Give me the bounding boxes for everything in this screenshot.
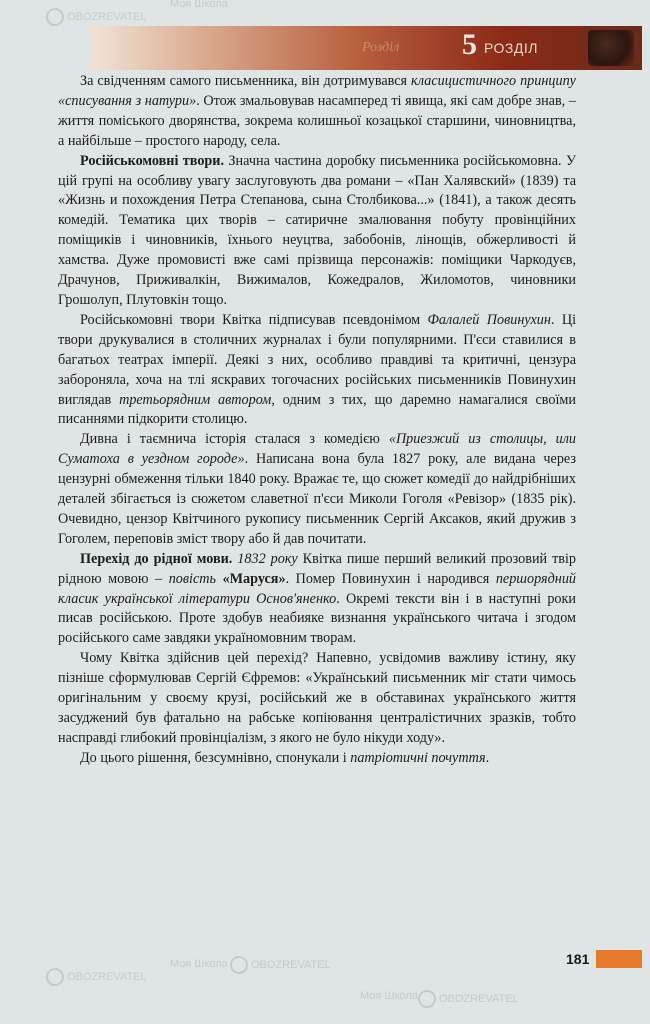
header-section-word: Розділ [362, 40, 400, 55]
text-run: За свідченням самого письменника, він дотримувався [80, 73, 412, 89]
text-run: Квітка пише перший великий прозовий твір рідною мовою – [58, 550, 577, 587]
italic-text-run: Фалалей Повинухин [427, 311, 551, 328]
text-run: До цього рішення, безсумнівно, спонукали і [80, 749, 351, 766]
watermark-logo-icon [46, 8, 64, 26]
bold-text-run: «Маруся» [222, 570, 286, 587]
watermark-obozrevatel: OBOZREVATEL [46, 968, 147, 986]
text-run: , одним з тих, що даремно намагалися своїми писаннями підкорити столицю. [58, 391, 576, 428]
text-run: . Отож змальовував насамперед ті явища, які сам добре знав, – життя поміського дворянства, зокрема колишньої козацької старшини, чиновництва, а найбільше – простого народу, села. [58, 92, 576, 149]
watermark-moya-shkola: Моя Школа [170, 0, 228, 10]
text-run: Значна частина доробку письменника російськомовна. У цій групі на особливу увагу заслуговують два романи – «Пан Халявский» (1839) та «Жизнь и похождения Петра Степанова, сына Столбикова...» (1841), а також десять комедій. Тематика цих творів – сатиричне змалювання побуту провінційних поміщиків і чиновників, їхнього неуцтва, забобонів, лінощів, обжерливості й хамства. Дуже промовисті вже самі прізвища персонажів: поміщики Чаркодуєв, Драчунов, Приживалкін, Вижималов, Кожедралов, Жиломотов, чиновники Грошолуп, Плутовкін тощо. [58, 152, 576, 308]
page-body-text [58, 72, 576, 769]
paragraph [58, 430, 576, 549]
paragraph [58, 152, 576, 311]
page-tab-marker [596, 950, 642, 968]
chapter-header [92, 26, 642, 70]
paragraph [58, 649, 576, 749]
paragraph [58, 311, 576, 430]
watermark-moya-shkola: Моя Школа [360, 990, 418, 1002]
watermark-logo-icon [46, 968, 64, 986]
paragraph [58, 550, 576, 650]
watermark-obozrevatel: OBOZREVATEL [418, 990, 519, 1008]
text-run: Чому Квітка здійснив цей перехід? Напевно, усвідомив важливу істину, яку пізніше сформулював Сергій Єфремов: «Український письменник міг стати чимось оригінальним у своєму крузі, російський же в обставинах українського життя засуджений був фатально на рабське копіювання централістичних зразків, тобто насправді глибокий провінціалізм, з якого не було нікуди ходу». [58, 650, 576, 746]
text-run: . Написана вона була 1827 року, але видана через цензурні обмеження тільки 1840 року. Вражає те, що сюжет комедії до найдрібніших деталей збігається із сюжетом славетної п'єси Миколи Гоголя «Ревізор» (1835 рік). Очевидно, цензор Квітчиного рукопису письменник Сергій Аксаков, який дружив з Гоголем, переповів зміст твору або й дав почитати. [58, 451, 576, 547]
italic-text-run: першорядний класик української літератури Основ'яненко [58, 570, 577, 607]
chapter-emblem-icon [588, 30, 634, 66]
text-run: . Окремі тексти він і в наступні роки писав російською. Проте здобув неабияке визнання українського читача і згодом російського саме завдяки україномовним творам. [58, 590, 576, 647]
watermark-obozrevatel: OBOZREVATEL [230, 956, 331, 974]
watermark-logo-icon [418, 990, 436, 1008]
page-number: 181 [566, 951, 590, 967]
bold-text-run: Перехід до рідної мови. [80, 550, 233, 567]
watermark-obozrevatel: OBOZREVATEL [46, 8, 147, 26]
text-run: . [485, 749, 490, 766]
text-run: Російськомовні твори Квітка підписував псевдонімом [80, 311, 428, 328]
paragraph [58, 749, 576, 769]
italic-text-run: патріотичні почуття [350, 749, 486, 766]
italic-text-run: «Приезжий из столицы, или Суматоха в уездном городе» [58, 431, 577, 468]
paragraph [58, 72, 576, 152]
italic-text-run: класицистичного принципу «списування з натури» [58, 73, 576, 109]
bold-text-run: Російськомовні твори. [80, 152, 225, 169]
watermark-moya-shkola: Моя Школа [170, 958, 228, 970]
chapter-number: 5 [462, 28, 477, 61]
italic-text-run: 1832 року [237, 550, 298, 567]
italic-text-run: третьорядним автором [119, 391, 272, 408]
italic-text-run: повість [168, 570, 216, 587]
watermark-logo-icon [230, 956, 248, 974]
text-run: Дивна і таємнича історія сталася з комедією [80, 431, 389, 448]
text-run: . Ці твори друкувалися в столичних журналах і були популярними. П'єси ставилися в багатьох театрах імперії. Деякі з них, особливо правдиві та критичні, цензура забороняла, хоча на тлі яскравих тогочасних російських письменників Повинухин виглядав [58, 311, 577, 408]
text-run: . Помер Повинухин і народився [285, 570, 496, 587]
chapter-word: РОЗДІЛ [484, 40, 538, 56]
